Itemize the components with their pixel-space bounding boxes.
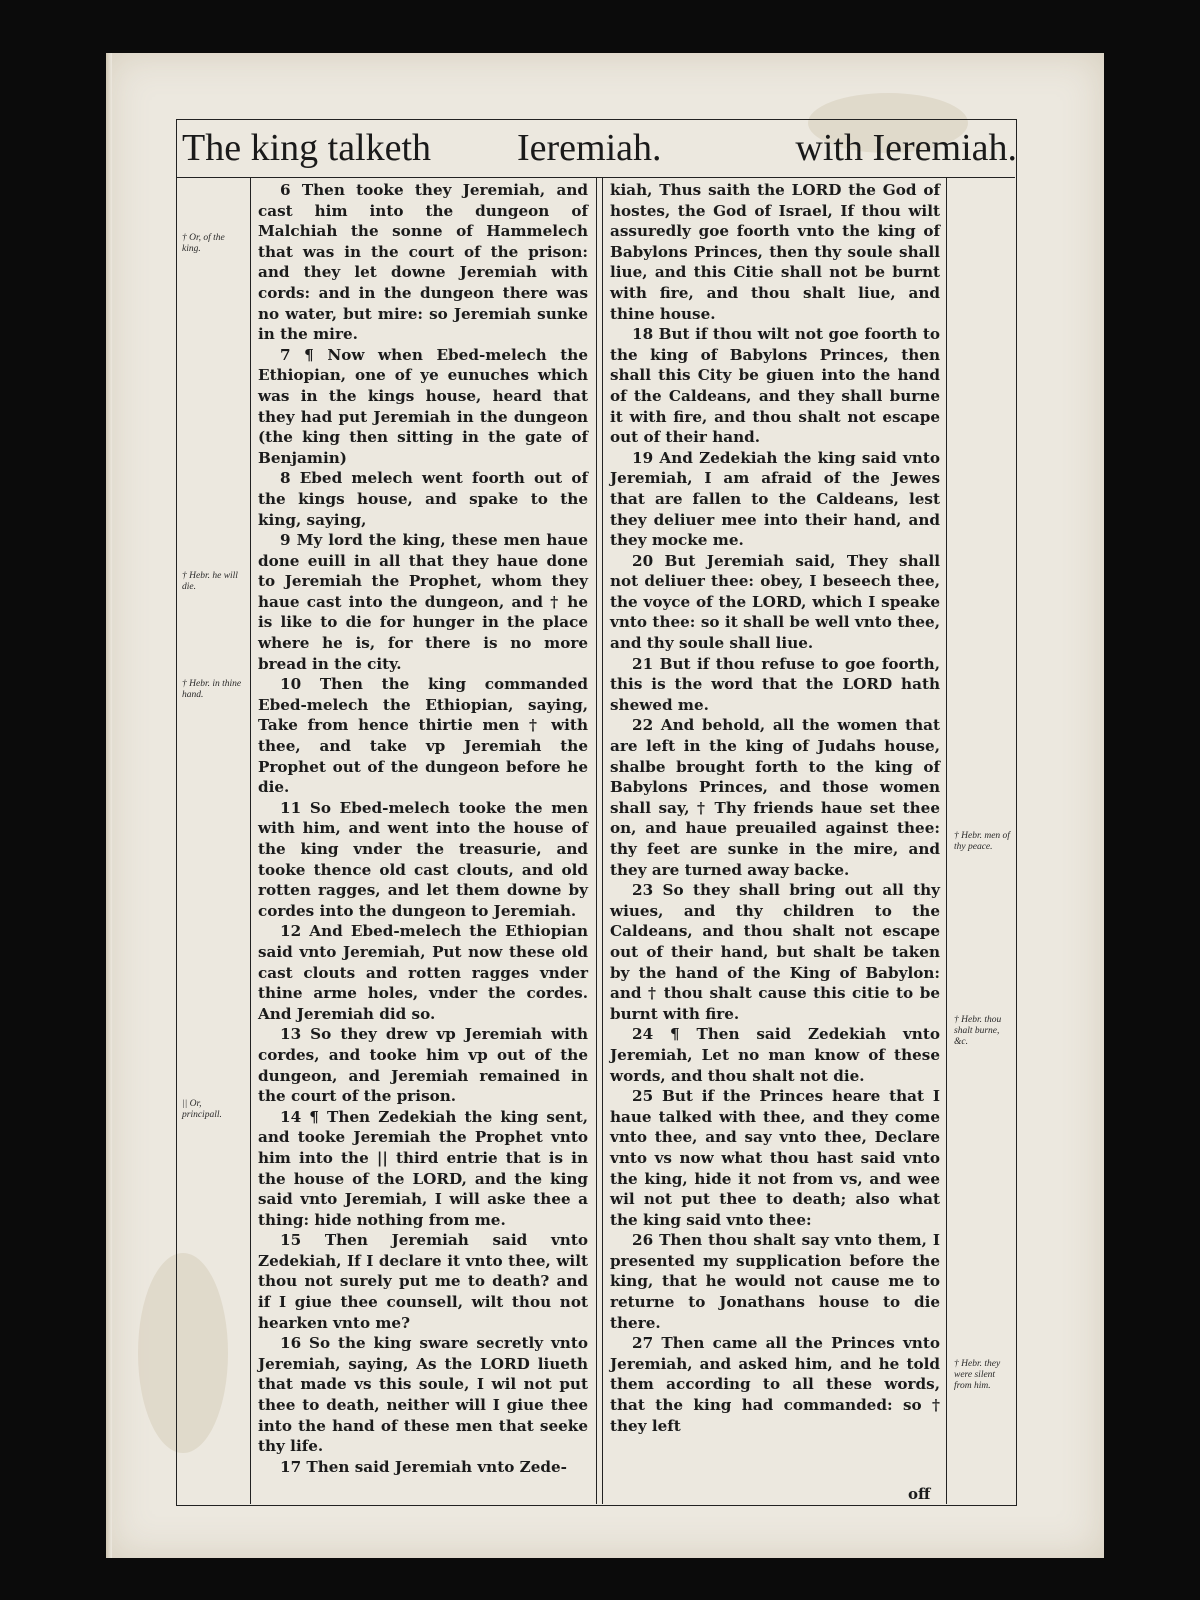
verse: 13 So they drew vp Jeremiah with cordes, and tooke him vp out of the dungeon, and Jeremiah remained in the court of the prison.	[258, 1025, 588, 1106]
verse: kiah, Thus saith the LORD the God of hostes, the God of Israel, If thou wilt assuredly goe foorth vnto the king of Babylons Princes, then thy soule shall liue, and this Citie shall not be burnt with fire, and thou shalt liue, and thine house.	[610, 181, 940, 323]
verse: 17 Then said Jeremiah vnto Zede-	[280, 1457, 567, 1476]
verse: 10 Then the king commanded Ebed-melech the Ethiopian, saying, Take from hence thirtie men † with thee, and take vp Jeremiah the Prophet out of the dungeon before he die.	[258, 675, 588, 797]
verse: 27 Then came all the Princes vnto Jeremiah, and asked him, and he told them according to all these words, that the king had commanded: so † they left	[610, 1334, 940, 1435]
verse: 16 So the king sware secretly vnto Jeremiah, saying, As the LORD liueth that made vs this soule, I wil not put thee to death, neither will I giue thee into the hand of these men that seeke thy life.	[258, 1334, 588, 1456]
margin-note: † Or, of the king.	[182, 233, 225, 254]
verse: 18 But if thou wilt not goe foorth to the king of Babylons Princes, then shall this City be giuen into the hand of the Caldeans, and they shall burne it with fire, and thou shalt not escape out of their hand.	[610, 325, 940, 447]
margin-note: † Hebr. thou shalt burne, &c.	[954, 1015, 1002, 1047]
margin-note: † Hebr. they were silent from him.	[954, 1359, 1001, 1391]
verse: 6 Then tooke they Jeremiah, and cast him into the dungeon of Malchiah the sonne of Hammelech that was in the court of the prison: and they let downe Jeremiah with cords: and in the dungeon there was no water, but mire: so Jeremiah sunke in the mire.	[258, 181, 588, 344]
verse: 23 So they shall bring out all thy wiues, and thy children to the Caldeans, and thou shalt not escape out of their hand, but shalt be taken by the hand of the King of Babylon: and † thou shalt cause this citie to be burnt with fire.	[610, 881, 940, 1023]
verse: 9 My lord the king, these men haue done euill in all that they haue done to Jeremiah the Prophet, whom they haue cast into the dungeon, and † he is like to die for hunger in the place where he is, for there is no more bread in the city.	[258, 531, 588, 673]
verse: 25 But if the Princes heare that I haue talked with thee, and they come vnto thee, and say vnto thee, Declare vnto vs now what thou hast said vnto the king, hide it not from vs, and wee wil not put thee to death; also what the king said vnto thee:	[610, 1087, 940, 1229]
verse: 21 But if thou refuse to goe foorth, this is the word that the LORD hath shewed me.	[610, 654, 940, 714]
margin-note: † Hebr. he will die.	[182, 571, 238, 592]
verse: 11 So Ebed-melech tooke the men with him, and went into the house of the king vnder the treasurie, and tooke thence old cast clouts, and old rotten ragges, and let them downe by cordes into the dungeon to Jeremiah.	[258, 798, 588, 920]
left-margin-rule	[250, 178, 251, 1504]
verse: 8 Ebed melech went foorth out of the kings house, and spake to the king, saying,	[258, 469, 588, 529]
header-left: The king talketh	[182, 127, 432, 169]
right-column	[610, 180, 940, 1436]
verse: 26 Then thou shalt say vnto them, I presented my supplication before the king, that he would not cause me to returne to Jonathans house to die there.	[610, 1231, 940, 1332]
verse: 14 ¶ Then Zedekiah the king sent, and tooke Jeremiah the Prophet vnto him into the || third entrie that is in the house of the LORD, and the king said vnto Jeremiah, I will aske thee a thing: hide nothing from me.	[258, 1107, 588, 1229]
margin-note: † Hebr. in thine hand.	[182, 679, 242, 700]
verse: 7 ¶ Now when Ebed-melech the Ethiopian, one of ye eunuches which was in the kings house, heard that they had put Jeremiah in the dungeon (the king then sitting in the gate of Benjamin)	[258, 345, 588, 467]
verse: 24 ¶ Then said Zedekiah vnto Jeremiah, Let no man know of these words, and thou shalt not die.	[610, 1025, 940, 1085]
verse: 15 Then Jeremiah said vnto Zedekiah, If I declare it vnto thee, wilt thou not surely put me to death? and if I giue thee counsell, wilt thou not hearken vnto me?	[258, 1231, 588, 1332]
verse: 20 But Jeremiah said, They shall not deliuer thee: obey, I beseech thee, the voyce of the LORD, which I speake vnto thee: so it shall be well vnto thee, and thy soule shall liue.	[610, 551, 940, 653]
verse: 19 And Zedekiah the king said vnto Jeremiah, I am afraid of the Jewes that are fallen to the Caldeans, lest they deliuer mee into their hand, and they mocke me.	[610, 448, 940, 550]
margin-note: † Hebr. men of thy peace.	[954, 831, 1010, 852]
catchword: off	[908, 1485, 931, 1503]
header-center: Ieremiah.	[517, 127, 662, 169]
margin-note: || Or, principall.	[182, 1099, 222, 1120]
right-margin-rule	[946, 178, 947, 1504]
verse: 22 And behold, all the women that are left in the king of Judahs house, shalbe brought forth to the king of Babylons Princes, and those women shall say, † Thy friends haue set thee on, and haue preuailed against thee: thy feet are sunke in the mire, and they are turned away backe.	[610, 716, 940, 879]
column-divider-left	[596, 178, 597, 1504]
book-leaf	[108, 53, 1104, 1558]
left-column	[258, 180, 588, 1477]
verse: 12 And Ebed-melech the Ethiopian said vnto Jeremiah, Put now these old cast clouts and rotten ragges vnder thine arme holes, vnder the cordes. And Jeremiah did so.	[258, 922, 588, 1023]
header-right: with Ieremiah.	[795, 127, 1017, 169]
column-divider-right	[602, 178, 603, 1504]
